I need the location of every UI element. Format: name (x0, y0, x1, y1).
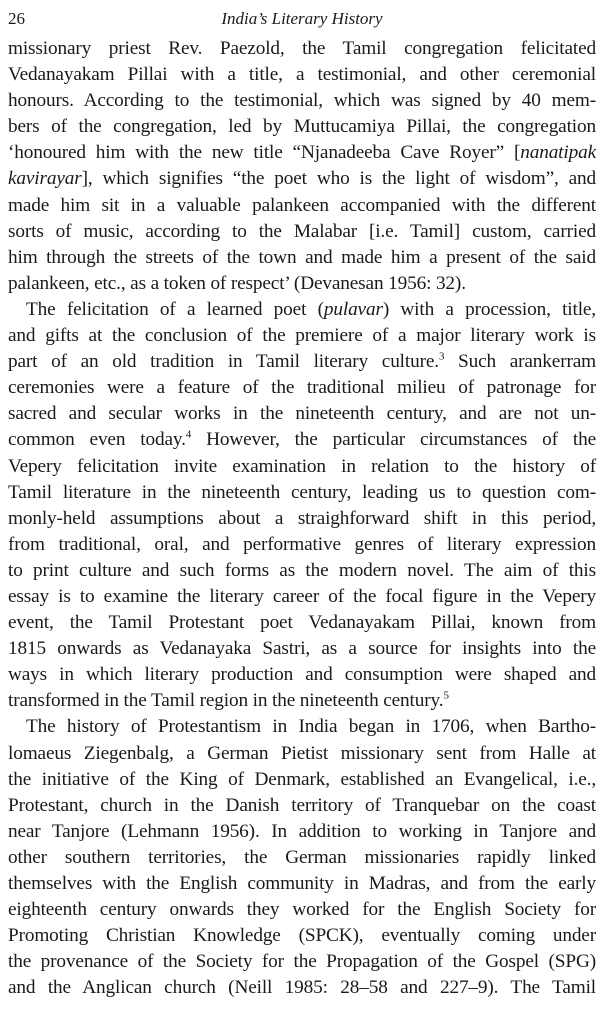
text-line (8, 427, 596, 453)
footnote-marker[interactable]: 3 (438, 350, 445, 363)
page-header (8, 4, 596, 34)
paragraph-3 (8, 714, 596, 1001)
text-line: 1815 onwards as Vedanayaka Sastri, as a source for insights into the (8, 638, 596, 660)
text-line: other southern territories, the German missionaries rapidly linked (8, 846, 596, 868)
text-line: Promoting Christian Knowledge (SPCK), eventually coming under (8, 925, 596, 947)
page-number: 26 (8, 9, 25, 28)
italic-term: pulavar (323, 298, 383, 320)
text-line: essay is to examine the literary career of the focal figure in the Vepery (8, 585, 596, 607)
text-line: and the Anglican church (Neill 1985: 28–58 and 227–9). The Tamil (8, 977, 596, 999)
text-line: Vedanayakam Pillai with a title, a testimonial, and other ceremonial (8, 64, 596, 86)
text-line: eighteenth century onwards they worked for the English Society for (8, 899, 596, 921)
text-fragment: ) with a procession, title, (382, 298, 596, 320)
text-line: him through the streets of the town and made him a present of the said (8, 246, 596, 268)
italic-term: nanatipak (520, 142, 596, 164)
text-line: Protestant, church in the Danish territory of Tranquebar on the coast (8, 794, 596, 816)
italic-term: kavirayar (8, 168, 82, 190)
paragraph-2 (8, 297, 596, 715)
text-line: The history of Protestantism in India began in 1706, when Bartho- (26, 716, 596, 738)
text-line: near Tanjore (Lehmann 1956). In addition to working in Tanjore and (8, 820, 596, 842)
text-fragment: transformed in the Tamil region in the nineteenth century. (8, 690, 444, 712)
book-page (8, 4, 596, 1001)
text-line: from traditional, oral, and performative genres of literary expression (8, 533, 596, 555)
text-line: bers of the congregation, led by Muttucamiya Pillai, the congregation (8, 116, 596, 138)
text-fragment: The felicitation of a learned poet ( (26, 298, 324, 320)
text-line (8, 688, 596, 714)
paragraph-1 (8, 36, 596, 297)
text-line: and gifts at the conclusion of the premiere of a major literary work is (8, 325, 596, 347)
text-line: palankeen, etc., as a token of respect’ (Devanesan 1956: 32). (8, 272, 466, 294)
text-line: honours. According to the testimonial, which was signed by 40 mem- (8, 90, 596, 112)
text-line (8, 140, 596, 166)
text-line: sorts of music, according to the Malabar [i.e. Tamil] custom, carried (8, 220, 596, 242)
text-line (8, 349, 596, 375)
text-fragment: ], which signifies “the poet who is the light of wisdom”, and (81, 168, 596, 190)
text-line: event, the Tamil Protestant poet Vedanayakam Pillai, known from (8, 612, 596, 634)
text-line: lomaeus Ziegenbalg, a German Pietist missionary sent from Halle at (8, 742, 596, 764)
text-line: to print culture and such forms as the modern novel. The aim of this (8, 559, 596, 581)
text-line: monly-held assumptions about a straighforward shift in this period, (8, 507, 596, 529)
text-line: ceremonies were a feature of the traditional milieu of patronage for (8, 377, 596, 399)
text-fragment: ‘honoured him with the new title “Njanadeeba Cave Royer” [ (8, 142, 521, 164)
text-line: the initiative of the King of Denmark, established an Evangelical, i.e., (8, 768, 596, 790)
text-fragment: Such arankerram (444, 351, 596, 373)
text-line: the provenance of the Society for the Propagation of the Gospel (SPG) (8, 951, 596, 973)
text-line: made him sit in a valuable palankeen accompanied with the different (8, 194, 596, 216)
text-line: Tamil literature in the nineteenth century, leading us to question com- (8, 481, 596, 503)
text-fragment: part of an old tradition in Tamil literary culture. (8, 351, 439, 373)
footnote-marker[interactable]: 4 (185, 428, 192, 441)
text-line: sacred and secular works in the nineteenth century, and are not un- (8, 403, 596, 425)
footnote-marker[interactable]: 5 (443, 689, 449, 702)
text-line (8, 166, 596, 192)
running-head: India’s Literary History (221, 9, 383, 28)
text-fragment: common even today. (8, 429, 186, 451)
text-line: ways in which literary production and consumption were shaped and (8, 664, 596, 686)
text-fragment: However, the particular circumstances of the (191, 429, 597, 451)
text-line: missionary priest Rev. Paezold, the Tamil congregation felicitated (8, 38, 596, 59)
text-line: Vepery felicitation invite examination in relation to the history of (8, 455, 596, 477)
text-line (8, 297, 596, 323)
body-text (8, 36, 596, 1001)
text-line: themselves with the English community in Madras, and from the early (8, 873, 596, 894)
